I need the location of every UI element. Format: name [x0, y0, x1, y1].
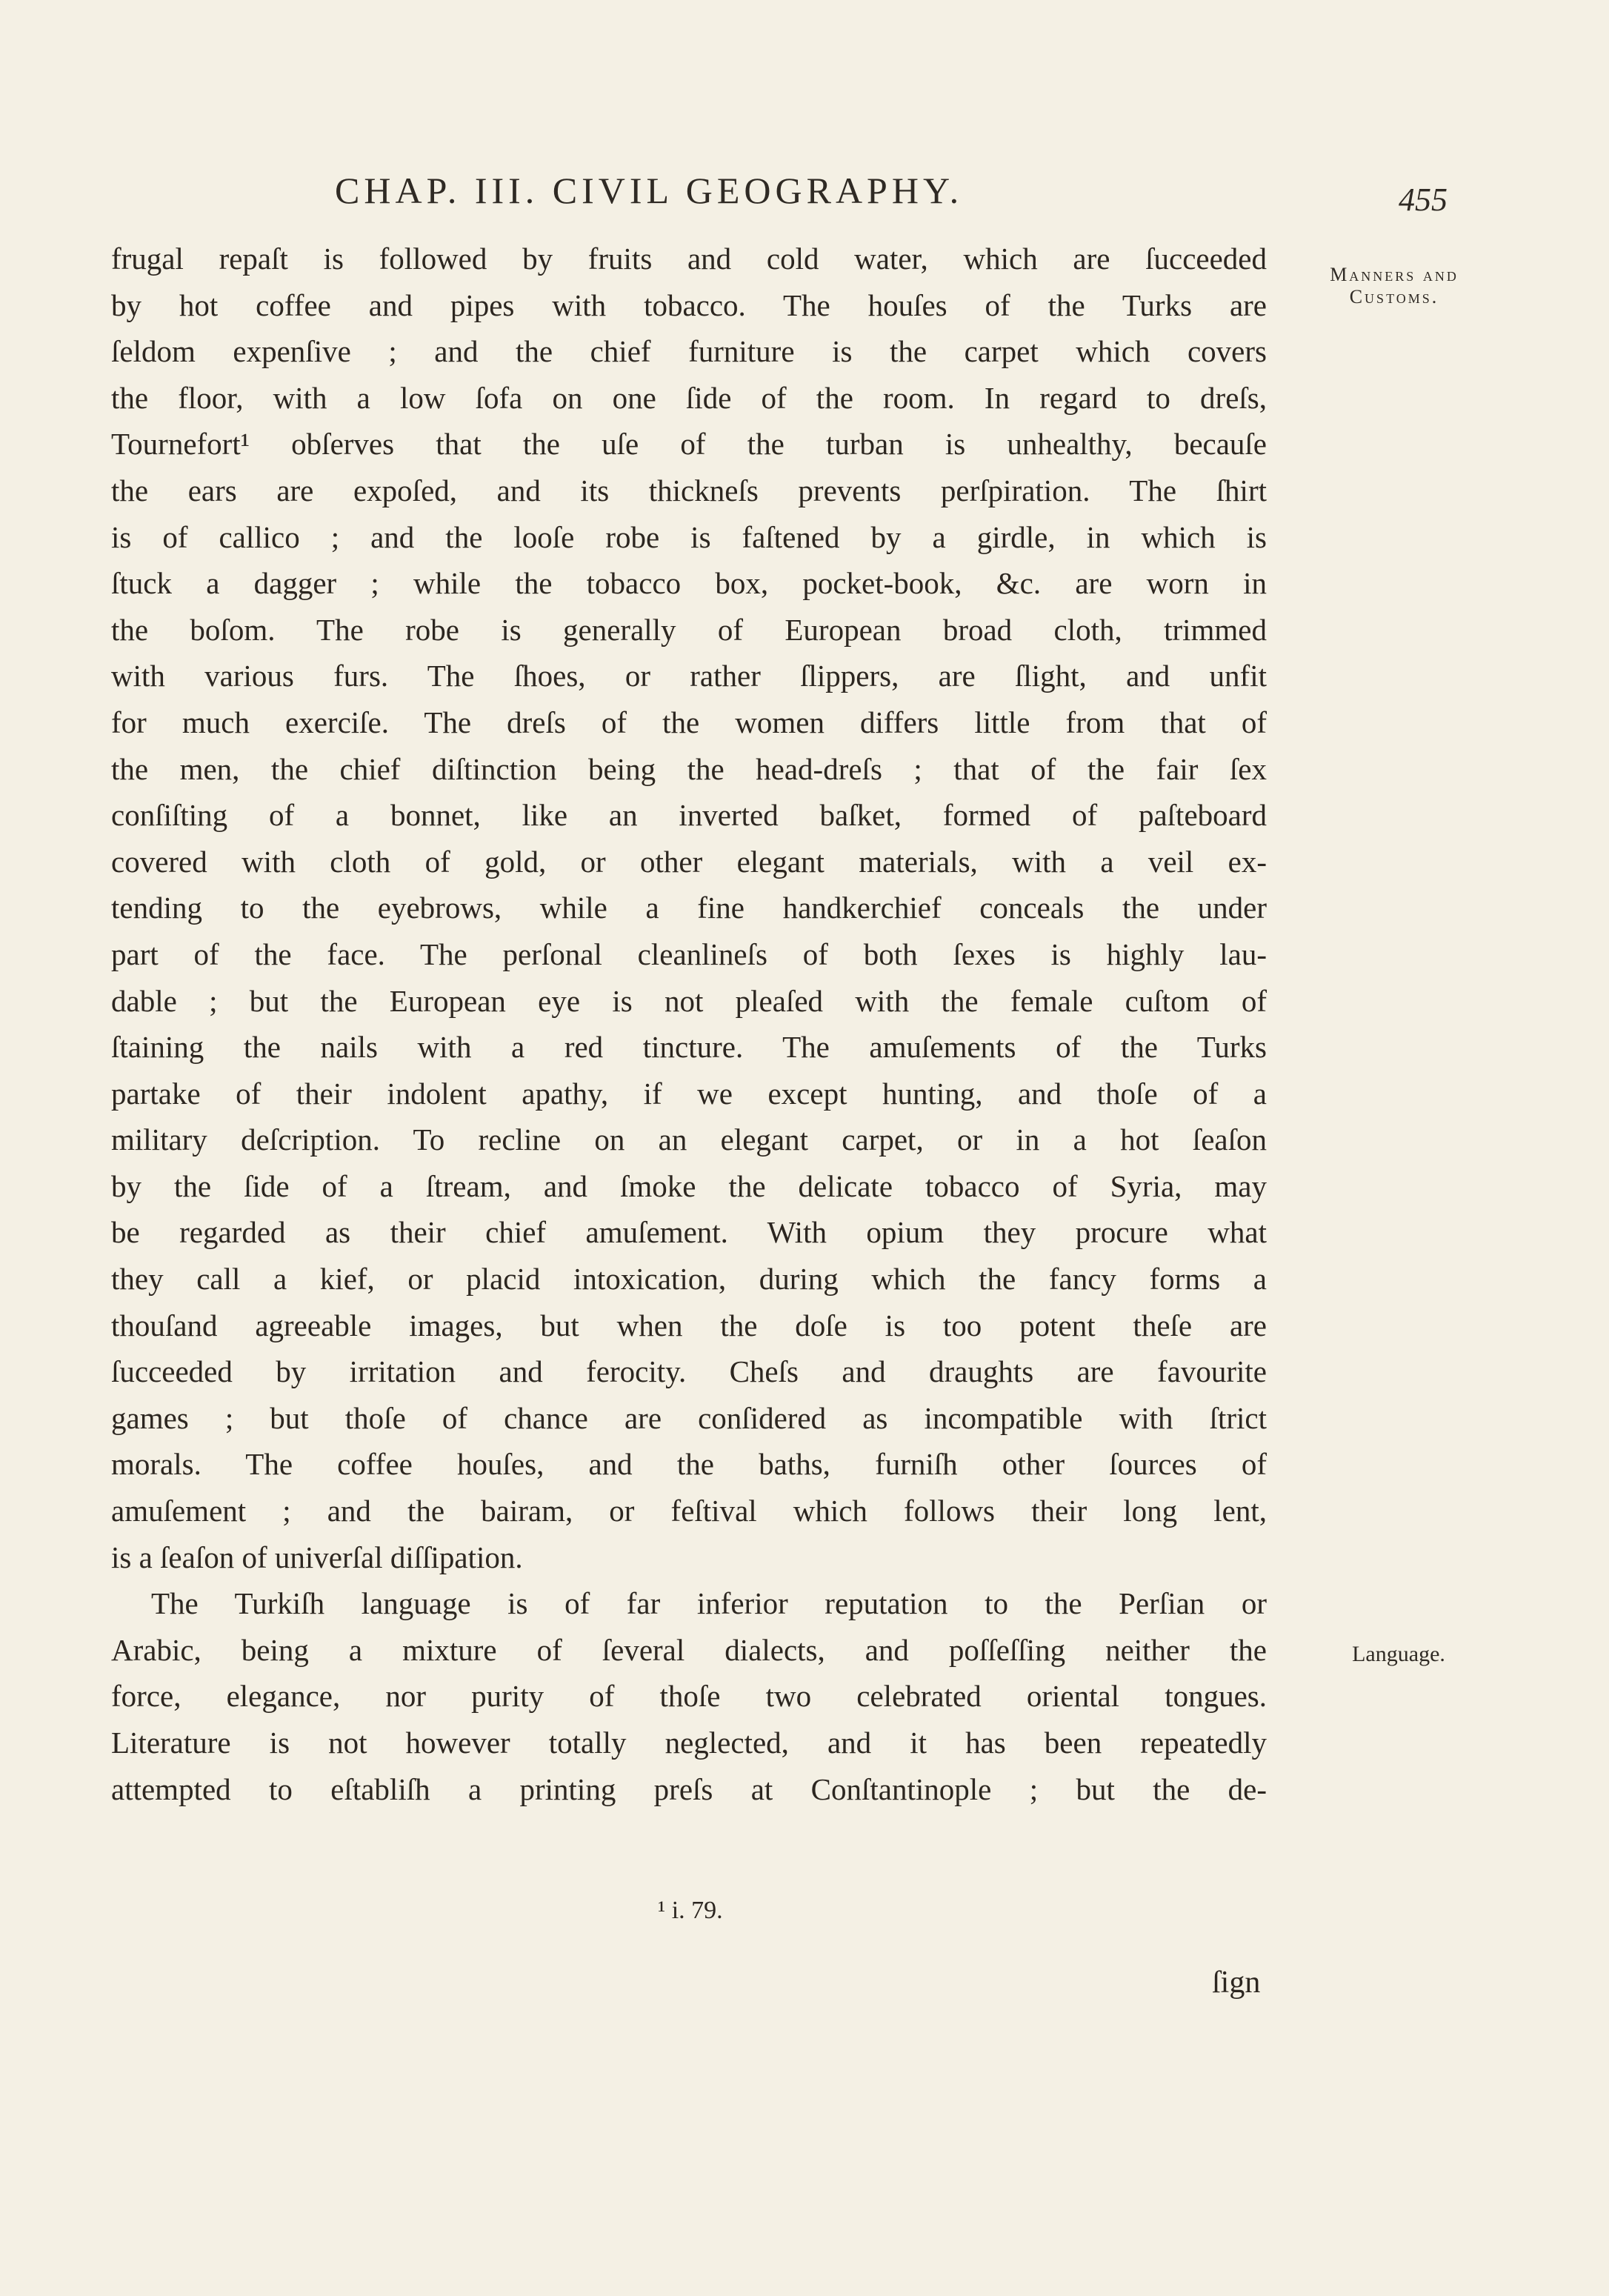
body-text [111, 236, 1267, 1812]
text-line: dable ; but the European eye is not pleaſed with the female cuſtom of [111, 983, 1267, 1018]
text-line: attempted to eſtabliſh a printing preſs at Conſtantinople ; but the de- [111, 1771, 1267, 1806]
text-line: Literature is not however totally neglected, and it has been repeatedly [111, 1726, 1267, 1760]
text-line: ſtaining the nails with a red tincture. The amuſements of the Turks [111, 1030, 1267, 1065]
text-line: they call a kief, or placid intoxication, during which the fancy forms a [111, 1262, 1267, 1297]
text-line: is of callico ; and the looſe robe is faſtened by a girdle, in which is [111, 519, 1267, 554]
text-line: the boſom. The robe is generally of European broad cloth, trimmed [111, 612, 1267, 647]
text-line: The Turkiſh language is of far inferior reputation to the Perſian or [151, 1586, 1267, 1621]
text-line: Arabic, being a mixture of ſeveral dialects, and poſſeſſing neither the [111, 1632, 1267, 1667]
text-line: is a ſeaſon of univerſal diſſipation. [111, 1540, 523, 1574]
text-line: frugal repaſt is followed by fruits and cold water, which are ſucceeded [111, 242, 1267, 276]
text-line: for much exerciſe. The dreſs of the women differs little from that of [111, 705, 1267, 739]
text-line: tending to the eyebrows, while a fine handkerchief conceals the under [111, 891, 1267, 925]
text-line: the men, the chief diſtinction being the head-dreſs ; that of the fair ſex [111, 751, 1267, 786]
text-line: the ears are expoſed, and its thickneſs prevents perſpiration. The ſhirt [111, 473, 1267, 508]
text-line: by the ſide of a ſtream, and ſmoke the delicate tobacco of Syria, may [111, 1168, 1267, 1203]
text-line: amuſement ; and the bairam, or feſtival which follows their long lent, [111, 1494, 1267, 1528]
text-line: covered with cloth of gold, or other elegant materials, with a veil ex- [111, 844, 1267, 879]
text-line: ſeldom expenſive ; and the chief furniture is the carpet which covers [111, 334, 1267, 369]
text-line: thouſand agreeable images, but when the doſe is too potent theſe are [111, 1308, 1267, 1342]
footnote: ¹ i. 79. [658, 1897, 723, 1924]
text-line: the floor, with a low ſofa on one ſide of the room. In regard to dreſs, [111, 380, 1267, 415]
catchword: ſign [1212, 1966, 1261, 2000]
margin-note-manners: Manners and Customs. [1330, 264, 1459, 307]
text-line: partake of their indolent apathy, if we except hunting, and thoſe of a [111, 1076, 1267, 1111]
page-number: 455 [1399, 182, 1448, 218]
text-line: ſucceeded by irritation and ferocity. Cheſs and draughts are favourite [111, 1354, 1267, 1389]
margin-note-language: Language. [1352, 1642, 1445, 1666]
text-line: force, elegance, nor purity of thoſe two celebrated oriental tongues. [111, 1679, 1267, 1714]
running-head: CHAP. III. CIVIL GEOGRAPHY. [335, 170, 964, 211]
text-line: Tournefort¹ obſerves that the uſe of the turban is unhealthy, becauſe [111, 427, 1267, 462]
text-line: part of the face. The perſonal cleanlineſs of both ſexes is highly lau- [111, 936, 1267, 971]
text-line: ſtuck a dagger ; while the tobacco box, pocket-book, &c. are worn in [111, 566, 1267, 601]
text-line: military deſcription. To recline on an elegant carpet, or in a hot ſeaſon [111, 1122, 1267, 1157]
text-line: morals. The coffee houſes, and the baths, furniſh other ſources of [111, 1447, 1267, 1482]
text-line: with various furs. The ſhoes, or rather ſlippers, are ſlight, and unfit [111, 659, 1267, 693]
text-line: conſiſting of a bonnet, like an inverted baſket, formed of paſteboard [111, 798, 1267, 833]
text-line: games ; but thoſe of chance are conſidered as incompatible with ſtrict [111, 1400, 1267, 1435]
text-line: be regarded as their chief amuſement. With opium they procure what [111, 1215, 1267, 1250]
text-line: by hot coffee and pipes with tobacco. The houſes of the Turks are [111, 287, 1267, 322]
